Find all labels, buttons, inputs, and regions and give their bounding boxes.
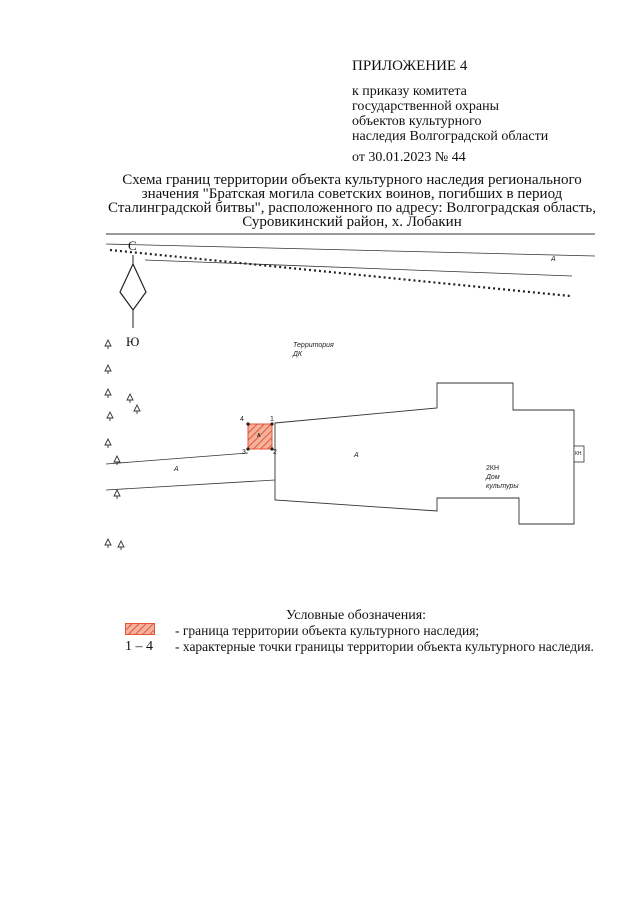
order-reference: [352, 84, 548, 144]
small-building-label: КН: [575, 451, 582, 457]
road-edge: [106, 480, 275, 490]
legend-points-text: - характерные точки границы территории объекта культурного наследия.: [175, 639, 594, 654]
scheme-title: [96, 173, 608, 229]
legend-boundary-swatch: [125, 623, 155, 635]
point-label-1: 1: [270, 416, 274, 423]
title-line: значения "Братская могила советских воинов, погибших в период: [141, 186, 563, 202]
legend-points-label: 1 – 4: [125, 639, 153, 654]
road-edge: [106, 244, 595, 256]
map-drawing: [0, 228, 640, 568]
order-line: объектов культурного: [352, 114, 482, 129]
building-code-label: 2КН: [486, 465, 500, 472]
building-outline: [275, 383, 574, 524]
order-line: к приказу комитета: [352, 84, 467, 99]
north-label: С: [128, 238, 137, 253]
order-date: от 30.01.2023 № 44: [352, 150, 466, 165]
compass-arrow: [120, 255, 146, 328]
building-name-label: культуры: [486, 483, 519, 490]
title-line: Суровикинский район, х. Лобакин: [242, 214, 462, 230]
territory-label: Территория: [293, 342, 334, 349]
road-edge: [106, 453, 248, 464]
point-label-2: 2: [273, 449, 277, 456]
order-line: государственной охраны: [352, 99, 500, 114]
point-label-3: 3: [242, 449, 246, 456]
title-line: Схема границ территории объекта культурного наследия регионального: [122, 172, 582, 188]
legend-boundary-text: - граница территории объекта культурного наследия;: [175, 623, 480, 638]
south-label: Ю: [126, 334, 140, 349]
tree-icons: [105, 340, 140, 550]
territory-label-short: ДК: [293, 351, 303, 358]
road-label: А: [551, 256, 556, 263]
point-label-4: 4: [240, 416, 244, 423]
road-label: А: [174, 466, 179, 473]
title-line: Сталинградской битвы", расположенного по адресу: Волгоградская область,: [108, 200, 596, 216]
appendix-heading: ПРИЛОЖЕНИЕ 4: [352, 58, 468, 74]
road-edge: [145, 260, 572, 276]
object-marker-label: А: [257, 433, 261, 439]
building-name-label: Дом: [486, 474, 500, 481]
legend-title: Условные обозначения:: [286, 608, 427, 623]
boundary-map: [0, 228, 640, 568]
area-label: А: [354, 452, 359, 459]
order-line: наследия Волгоградской области: [352, 129, 549, 144]
